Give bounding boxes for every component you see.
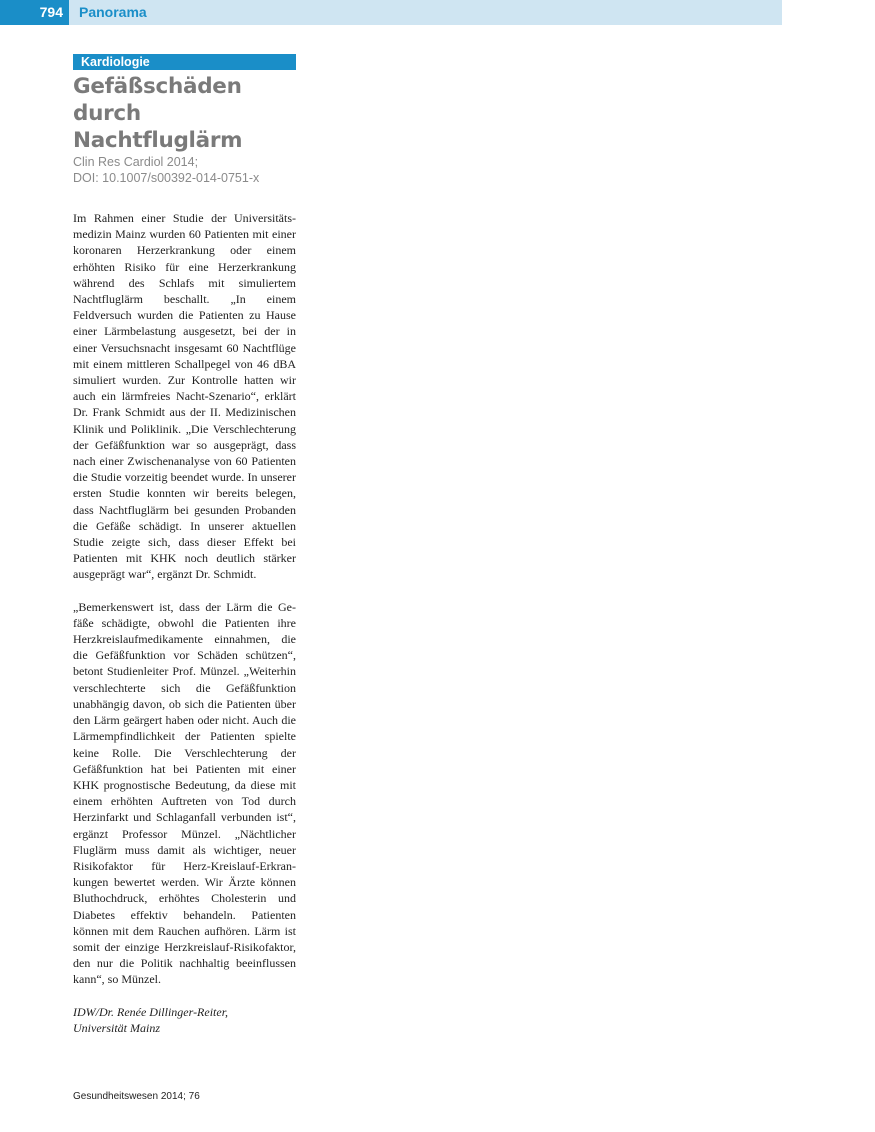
category-badge: Kardiologie xyxy=(73,54,296,70)
footer-journal: Gesundheitswesen 2014; 76 xyxy=(73,1091,200,1102)
citation-doi[interactable]: DOI: 10.1007/s00392-014-0751-x xyxy=(73,171,260,185)
author-byline xyxy=(73,1004,296,1036)
section-label: Panorama xyxy=(79,4,147,20)
article-title: Gefäßschäden durch Nachtfluglärm xyxy=(73,74,243,153)
page-number: 794 xyxy=(0,0,69,25)
byline-institution: Universität Mainz xyxy=(73,1020,160,1035)
article-column xyxy=(73,54,296,1036)
byline-author: IDW/Dr. Renée Dillinger-Reiter, xyxy=(73,1004,229,1019)
body-paragraph-2: „Bemerkenswert ist, dass der Lärm die Gefäße schädigte, obwohl die Patienten ihre Herzkreislaufmedikamente einnahmen, die die Gefäßfunktion vor Schäden schützen“, betont Studienleiter Prof. Münzel. „Weiterhin verschlechterte sich die Gefäßfunktion unabhängig davon, ob sich die Patienten über den Lärm geärgert haben oder nicht. Auch die Lärmempfindlichkeit der Patienten spielte keine Rolle. Die Verschlechterung der Gefäßfunktion hat bei Patienten mit einer KHK prognostische Bedeutung, da diese mit einem erhöhten Auftreten von Tod durch Herzinfarkt und Schlaganfall verbunden ist“, ergänzt Professor Münzel. „Nächtlicher Fluglärm muss damit als wichtiger, neuer Risikofaktor für Herz-Kreislauf-Erkrankungen bewertet werden. Wir Ärzte können Bluthochdruck, erhöhtes Cholesterin und Diabetes effektiv behandeln. Patienten können mit dem Rauchen aufhören. Lärm ist somit der einzige Herzkreislauf-Risikofaktor, den nur die Politik nachhaltig beeinflussen kann“, so Münzel. xyxy=(73,599,296,987)
body-paragraph-1: Im Rahmen einer Studie der Universitätsmedizin Mainz wurden 60 Patienten mit einer koronaren Herzerkrankung oder einem erhöhten Risiko für eine Herzerkrankung während des Schlafs mit simuliertem Nachtfluglärm beschallt. „In einem Feldversuch wurden die Patienten zu Hause einer Lärmbelastung ausgesetzt, bei der in einer Versuchsnacht insgesamt 60 Nachtflüge mit einem mittleren Schallpegel von 46 dBA simuliert wurden. Zur Kontrolle hatten wir auch ein lärmfreies Nacht-Szenario“, erklärt Dr. Frank Schmidt aus der II. Medizinischen Klinik und Poliklinik. „Die Verschlechterung der Gefäßfunktion war so ausgeprägt, dass nach einer Zwischenanalyse von 60 Patienten die Studie vorzeitig beendet wurde. In unserer ersten Studie konnten wir bereits belegen, dass Nachtfluglärm bei gesunden Probanden die Gefäße schädigt. In unserer aktuellen Studie zeigte sich, dass dieser Effekt bei Patienten mit KHK noch deutlich stärker ausgeprägt war“, ergänzt Dr. Schmidt. xyxy=(73,211,296,582)
citation-journal: Clin Res Cardiol 2014; xyxy=(73,155,199,169)
